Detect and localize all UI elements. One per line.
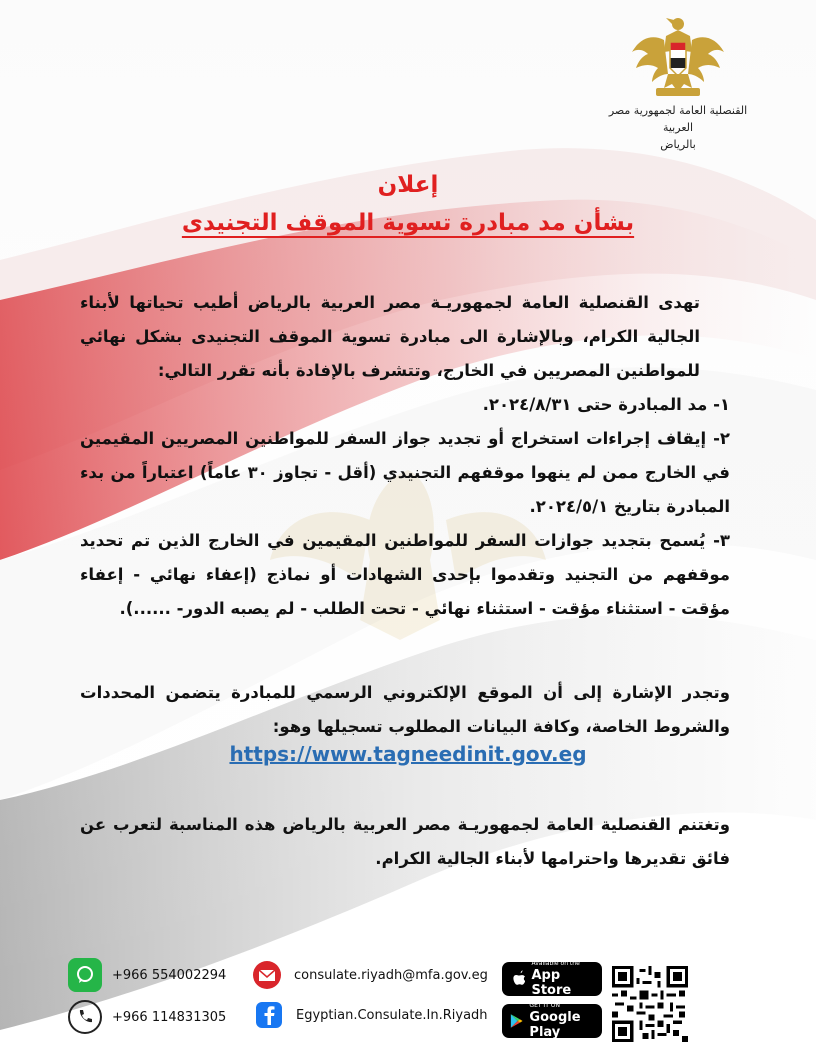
whatsapp-icon	[68, 958, 102, 992]
app-store-button[interactable]	[502, 962, 602, 996]
announcement-subtitle	[0, 210, 816, 236]
header	[598, 12, 758, 153]
phone-number: +966 114831305	[112, 1009, 227, 1025]
app-store-small-text: Available on the	[531, 960, 580, 967]
intro-paragraph: تهدى القنصلية العامة لجمهوريـة مصر العربية بالرياض أطيب تحياتها لأبناء الجالية الكرام، وبالإشارة الى مبادرة تسوية الموقف التجنيدى بشكل نهائي للمواطنين المصريين في الخارج، وتتشرف بالإفادة بأنه تقرر التالي:	[80, 293, 700, 380]
phone-icon	[68, 1000, 102, 1034]
announcement-subtitle-text: بشأن مد مبادرة تسوية الموقف التجنيدى	[181, 210, 635, 236]
google-play-icon	[510, 1012, 523, 1030]
consulate-name-line1: القنصلية العامة لجمهورية مصر العربية	[608, 104, 748, 134]
consulate-name	[598, 102, 758, 153]
qr-code-icon[interactable]	[612, 966, 688, 1042]
closing-paragraph: وتغتنم القنصلية العامة لجمهوريـة مصر العربية بالرياض هذه المناسبة لتعرب عن فائق تقديرها واحترامها لأبناء الجالية الكرام.	[80, 815, 730, 868]
facebook-page: Egyptian.Consulate.In.Riyadh	[296, 1007, 488, 1023]
announcement-title: إعلان	[377, 172, 439, 198]
google-play-big-text: Google Play	[529, 1010, 581, 1040]
eagle-emblem-icon	[628, 12, 728, 98]
note-paragraph: وتجدر الإشارة إلى أن الموقع الإلكتروني الرسمي للمبادرة يتضمن المحددات والشروط الخاصة، وكافة البيانات المطلوب تسجيلها وهو:	[80, 683, 730, 736]
app-store-big-text: App Store	[531, 968, 572, 998]
whatsapp-number: +966 554002294	[112, 967, 227, 983]
consulate-name-line2: بالرياض	[660, 138, 696, 151]
initiative-website-link[interactable]: https://www.tagneedinit.gov.eg	[229, 742, 587, 766]
facebook-icon	[256, 1002, 282, 1028]
list-item: ١- مد المبادرة حتى ٢٠٢٤/٨/٣١.	[482, 395, 730, 414]
mail-icon	[250, 958, 284, 992]
email-contact[interactable]	[250, 958, 488, 992]
google-play-button[interactable]	[502, 1004, 602, 1038]
facebook-contact[interactable]	[252, 1002, 488, 1028]
phone-contact[interactable]	[68, 1000, 226, 1034]
footer	[0, 950, 816, 1050]
email-address: consulate.riyadh@mfa.gov.eg	[294, 967, 488, 983]
google-play-small-text: GET IT ON	[529, 1002, 560, 1009]
list-item: ٢- إيقاف إجراءات استخراج أو تجديد جواز السفر للمواطنين المصريين المقيمين في الخارج ممن لم ينهوا موقفهم التجنيدي (أقل - تجاوز ٣٠ عاماً) اعتباراً من بدء المبادرة بتاريخ ٢٠٢٤/٥/١.	[80, 429, 730, 516]
apple-icon	[510, 970, 525, 988]
announcement-body	[80, 286, 730, 626]
whatsapp-contact[interactable]	[68, 958, 226, 992]
list-item: ٣- يُسمح بتجديد جوازات السفر للمواطنين المقيمين في الخارج الذين تم تحديد موقفهم من التجنيد وتقدموا بإحدى الشهادات أو نماذج (إعفاء نهائي - إعفاء مؤقت - استثناء مؤقت - استثناء نهائي - تحت الطلب - لم يصبه الدور- ......).	[80, 531, 730, 618]
